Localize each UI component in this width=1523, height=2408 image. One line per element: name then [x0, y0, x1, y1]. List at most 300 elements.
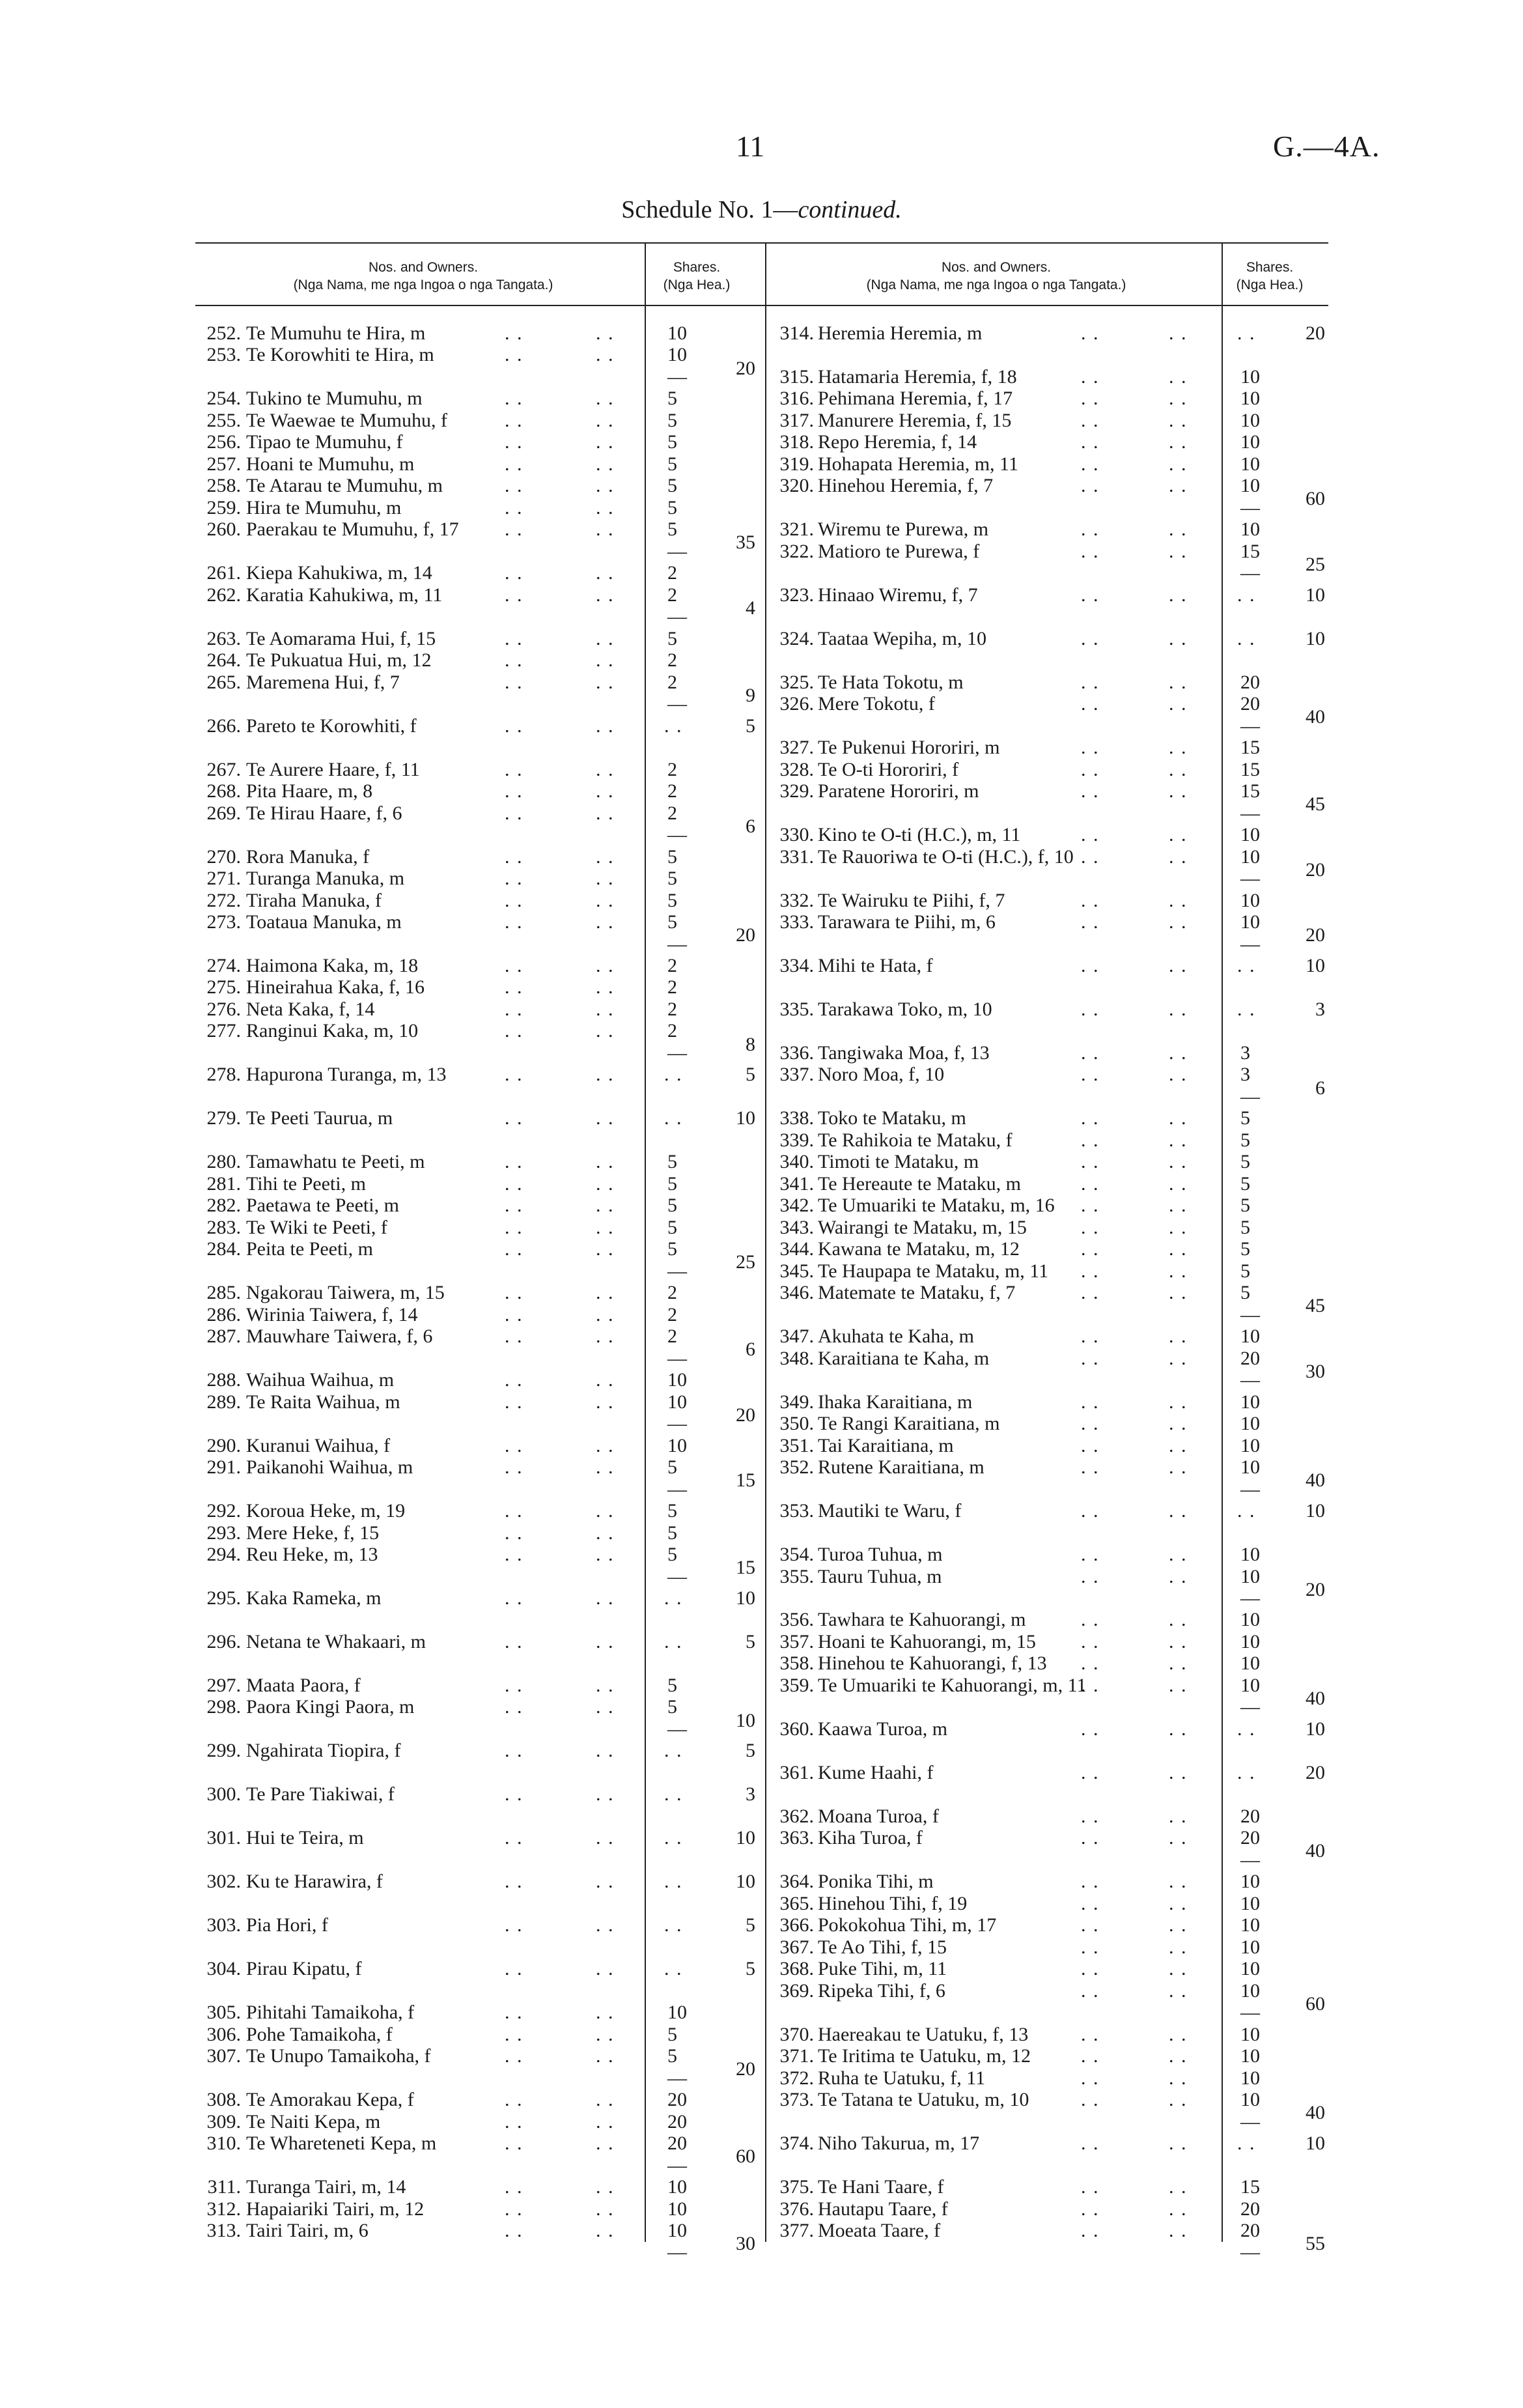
- share-value: 5: [667, 2023, 677, 2045]
- leader-dots: . .: [596, 1674, 615, 1696]
- share-value: 5: [667, 845, 677, 868]
- leader-dots: . .: [505, 1456, 524, 1479]
- group-total: 10: [1306, 1718, 1325, 1740]
- owner-name: Netana te Whakaari, m: [246, 1630, 426, 1652]
- leader-dots: . .: [1081, 671, 1100, 693]
- share-value: 2: [667, 562, 677, 584]
- owner-name: Tamawhatu te Peeti, m: [246, 1151, 425, 1173]
- owner-name: Matemate te Mataku, f, 7: [818, 1282, 1016, 1304]
- right-owners-header-line1: Nos. and Owners.: [941, 260, 1052, 275]
- leader-dots: . .: [1081, 1195, 1100, 1217]
- owner-number: 365.: [779, 1892, 814, 1914]
- owner-name: Kume Haahi, f: [818, 1761, 934, 1783]
- owner-name: Te Mumuhu te Hira, m: [246, 322, 426, 344]
- group-total: 20: [1306, 924, 1325, 946]
- share-value: 5: [667, 1456, 677, 1479]
- subtotal-rule: —: [1240, 1369, 1260, 1391]
- leader-dots: . .: [664, 1740, 683, 1762]
- leader-dots: . .: [596, 322, 615, 344]
- subtotal-rule: —: [1240, 1587, 1260, 1609]
- owner-row: [0, 890, 1523, 912]
- owner-number: 289.: [206, 1391, 241, 1413]
- subtotal-rule: —: [1240, 562, 1260, 584]
- owner-name: Hapurona Turanga, m, 13: [246, 1064, 447, 1086]
- group-total: 5: [746, 715, 755, 737]
- owner-name: Koroua Heke, m, 19: [246, 1500, 406, 1522]
- subtotal-rule: —: [667, 824, 687, 846]
- right-shares-header-line2: (Nga Hea.): [1236, 277, 1304, 292]
- owner-number: 326.: [779, 693, 814, 715]
- owner-row: [0, 1413, 1523, 1435]
- share-value: 10: [1240, 388, 1260, 410]
- owner-name: Haimona Kaka, m, 18: [246, 955, 419, 976]
- owner-name: Kiepa Kahukiwa, m, 14: [246, 562, 432, 584]
- owner-name: Te Amorakau Kepa, f: [246, 2089, 414, 2111]
- leader-dots: . .: [596, 2220, 615, 2241]
- leader-dots: . .: [1081, 540, 1100, 562]
- subtotal-rule: —: [1240, 1085, 1260, 1107]
- share-value: 5: [1240, 1282, 1250, 1304]
- share-value: 2: [667, 671, 677, 693]
- owner-name: Te Raita Waihua, m: [246, 1391, 400, 1413]
- group-total: 35: [736, 531, 755, 554]
- leader-dots: . .: [596, 475, 615, 497]
- owner-number: 350.: [779, 1413, 814, 1435]
- owner-name: Tai Karaitiana, m: [818, 1434, 954, 1456]
- share-value: 10: [667, 2198, 687, 2220]
- share-value: 10: [667, 1369, 687, 1391]
- group-total: 10: [1306, 627, 1325, 649]
- owner-name: Noro Moa, f, 10: [818, 1064, 945, 1086]
- share-value: 10: [667, 2220, 687, 2241]
- owner-name: Hohapata Heremia, m, 11: [818, 453, 1018, 475]
- leader-dots: . .: [1169, 2067, 1188, 2089]
- group-total: 45: [1306, 793, 1325, 815]
- leader-dots: . .: [1081, 2045, 1100, 2067]
- subtotal-rule: —: [1240, 2110, 1260, 2132]
- group-total: 10: [736, 1587, 755, 1609]
- leader-dots: . .: [596, 868, 615, 890]
- share-value: 5: [667, 1195, 677, 1217]
- share-value: 5: [667, 1544, 677, 1566]
- owner-number: 311.: [207, 2176, 241, 2198]
- owner-number: 253.: [206, 344, 241, 366]
- owner-row: [0, 1391, 1523, 1413]
- group-total: 15: [736, 1557, 755, 1579]
- owner-name: Niho Takurua, m, 17: [818, 2132, 980, 2155]
- leader-dots: . .: [596, 431, 615, 453]
- owner-row: [0, 2024, 1523, 2046]
- owner-name: Pirau Kipatu, f: [246, 1958, 362, 1980]
- subtotal-rule: —: [667, 1718, 687, 1740]
- owner-number: 292.: [206, 1500, 241, 1522]
- share-value: 5: [667, 2045, 677, 2067]
- owner-number: 308.: [206, 2089, 241, 2111]
- leader-dots: . .: [1237, 1500, 1256, 1522]
- owner-name: Ihaka Karaitiana, m: [818, 1391, 973, 1413]
- owner-name: Kawana te Mataku, m, 12: [818, 1238, 1020, 1260]
- group-total: 10: [736, 1107, 755, 1129]
- owner-name: Tipao te Mumuhu, f: [246, 431, 403, 453]
- leader-dots: . .: [505, 671, 524, 693]
- owner-name: Timoti te Mataku, m: [818, 1151, 979, 1173]
- share-value: 5: [667, 453, 677, 475]
- subtotal-rule: —: [667, 2067, 687, 2089]
- share-value: 10: [1240, 824, 1260, 846]
- owner-name: Te Wairuku te Piihi, f, 7: [818, 889, 1005, 911]
- owner-number: 349.: [779, 1391, 814, 1413]
- leader-dots: . .: [505, 562, 524, 584]
- owner-row: [0, 518, 1523, 541]
- group-total: 10: [736, 1871, 755, 1893]
- group-total: 20: [736, 357, 755, 379]
- owner-name: Te Atarau te Mumuhu, m: [246, 475, 443, 497]
- leader-dots: . .: [1169, 1107, 1188, 1129]
- leader-dots: . .: [1081, 2023, 1100, 2045]
- owner-name: Manurere Heremia, f, 15: [818, 409, 1012, 431]
- share-value: 20: [1240, 2220, 1260, 2241]
- owner-number: 367.: [779, 1936, 814, 1958]
- group-total: 45: [1306, 1295, 1325, 1317]
- owner-number: 313.: [206, 2220, 241, 2241]
- group-total: 5: [746, 1630, 755, 1652]
- share-value: 10: [1240, 2045, 1260, 2067]
- leader-dots: . .: [505, 1064, 524, 1086]
- owner-number: 318.: [779, 431, 814, 453]
- owner-number: 342.: [779, 1195, 814, 1217]
- share-value: 2: [667, 1303, 677, 1325]
- owner-name: Hira te Mumuhu, m: [246, 496, 402, 518]
- share-value: 5: [667, 475, 677, 497]
- owner-name: Te Wiki te Peeti, f: [246, 1216, 387, 1238]
- owner-name: Te Waewae te Mumuhu, f: [246, 409, 447, 431]
- share-value: 20: [667, 2089, 687, 2111]
- leader-dots: . .: [1169, 388, 1188, 410]
- group-total: 10: [736, 1709, 755, 1731]
- owner-number: 294.: [206, 1544, 241, 1566]
- leader-dots: . .: [1169, 2132, 1188, 2155]
- owner-number: 354.: [779, 1544, 814, 1566]
- leader-dots: . .: [596, 671, 615, 693]
- share-value: 10: [1240, 431, 1260, 453]
- owner-name: Paikanohi Waihua, m: [246, 1456, 413, 1479]
- group-total: 60: [736, 2146, 755, 2168]
- leader-dots: . .: [1081, 409, 1100, 431]
- share-value: 20: [1240, 1347, 1260, 1369]
- group-total: 3: [1315, 998, 1325, 1020]
- leader-dots: . .: [505, 2023, 524, 2045]
- owner-number: 268.: [206, 780, 241, 802]
- owner-number: 260.: [206, 518, 241, 541]
- owner-name: Mihi te Hata, f: [818, 955, 933, 976]
- owner-number: 325.: [779, 671, 814, 693]
- owner-number: 266.: [206, 715, 241, 737]
- owner-name: Kino te O-ti (H.C.), m, 11: [818, 824, 1021, 846]
- owner-number: 272.: [206, 889, 241, 911]
- owner-row: [0, 431, 1523, 453]
- leader-dots: . .: [1169, 2176, 1188, 2198]
- leader-dots: . .: [1081, 1652, 1100, 1675]
- owner-number: 359.: [779, 1674, 814, 1696]
- owner-number: 340.: [779, 1151, 814, 1173]
- share-value: 10: [1240, 1434, 1260, 1456]
- owner-number: 275.: [206, 976, 241, 999]
- share-value: 10: [667, 2002, 687, 2024]
- leader-dots: . .: [1081, 1347, 1100, 1369]
- owner-number: 259.: [206, 496, 241, 518]
- owner-number: 358.: [779, 1652, 814, 1675]
- leader-dots: . .: [1081, 2132, 1100, 2155]
- owner-number: 338.: [779, 1107, 814, 1129]
- owner-name: Te Aurere Haare, f, 11: [246, 758, 420, 780]
- owner-number: 283.: [206, 1216, 241, 1238]
- owner-name: Rutene Karaitiana, m: [818, 1456, 985, 1479]
- owner-number: 257.: [206, 453, 241, 475]
- owner-number: 377.: [779, 2220, 814, 2241]
- owner-row: [0, 1544, 1523, 1566]
- owner-name: Kiha Turoa, f: [818, 1827, 923, 1849]
- owner-number: 287.: [206, 1325, 241, 1348]
- share-value: 20: [1240, 671, 1260, 693]
- leader-dots: . .: [596, 409, 615, 431]
- group-total: 5: [746, 1064, 755, 1086]
- leader-dots: . .: [596, 584, 615, 606]
- group-total: 5: [746, 1740, 755, 1762]
- owner-name: Kuranui Waihua, f: [246, 1434, 391, 1456]
- leader-dots: . .: [1169, 1979, 1188, 2002]
- subtotal-rule: —: [1240, 2241, 1260, 2263]
- group-total: 8: [746, 1033, 755, 1055]
- leader-dots: . .: [505, 1434, 524, 1456]
- owner-row: [0, 1042, 1523, 1064]
- leader-dots: . .: [1081, 1892, 1100, 1914]
- group-total: 40: [1306, 1840, 1325, 1862]
- share-value: 10: [1240, 518, 1260, 541]
- share-value: 10: [667, 322, 687, 344]
- share-value: 10: [1240, 365, 1260, 388]
- share-value: 5: [667, 911, 677, 933]
- owner-number: 291.: [206, 1456, 241, 1479]
- owner-number: 352.: [779, 1456, 814, 1479]
- share-value: 20: [1240, 1805, 1260, 1827]
- leader-dots: . .: [1081, 1565, 1100, 1587]
- leader-dots: . .: [1081, 889, 1100, 911]
- leader-dots: . .: [505, 1369, 524, 1391]
- leader-dots: . .: [505, 998, 524, 1020]
- leader-dots: . .: [1081, 780, 1100, 802]
- owner-name: Tiraha Manuka, f: [246, 889, 382, 911]
- owner-name: Haereakau te Uatuku, f, 13: [818, 2023, 1029, 2045]
- subtotal-rule: —: [1240, 2002, 1260, 2024]
- leader-dots: . .: [505, 2198, 524, 2220]
- leader-dots: . .: [596, 1500, 615, 1522]
- owner-number: 332.: [779, 889, 814, 911]
- owner-name: Maremena Hui, f, 7: [246, 671, 400, 693]
- group-total: 5: [746, 1958, 755, 1980]
- leader-dots: . .: [596, 1958, 615, 1980]
- leader-dots: . .: [505, 1674, 524, 1696]
- owner-number: 346.: [779, 1282, 814, 1304]
- leader-dots: . .: [596, 1522, 615, 1544]
- owner-row: [0, 1238, 1523, 1260]
- owner-name: Heremia Heremia, m: [818, 322, 983, 344]
- share-value: 10: [1240, 1391, 1260, 1413]
- owner-name: Tairi Tairi, m, 6: [246, 2220, 369, 2241]
- share-value: 20: [667, 2132, 687, 2155]
- leader-dots: . .: [1081, 1718, 1100, 1740]
- leader-dots: . .: [1081, 322, 1100, 344]
- owner-number: 281.: [206, 1172, 241, 1195]
- leader-dots: . .: [1081, 693, 1100, 715]
- owner-number: 286.: [206, 1303, 241, 1325]
- share-value: 5: [667, 1151, 677, 1173]
- leader-dots: . .: [505, 649, 524, 672]
- leader-dots: . .: [1169, 693, 1188, 715]
- owner-name: Maata Paora, f: [246, 1674, 361, 1696]
- owner-name: Tangiwaka Moa, f, 13: [818, 1041, 990, 1064]
- owner-name: Te Rauoriwa te O-ti (H.C.), f, 10: [818, 845, 1074, 868]
- leader-dots: . .: [1169, 824, 1188, 846]
- leader-dots: . .: [596, 2002, 615, 2024]
- share-value: 15: [1240, 737, 1260, 759]
- owner-row: [0, 453, 1523, 475]
- owner-name: Ngakorau Taiwera, m, 15: [246, 1282, 445, 1304]
- leader-dots: . .: [1169, 671, 1188, 693]
- owner-number: 300.: [206, 1783, 241, 1806]
- leader-dots: . .: [1169, 845, 1188, 868]
- leader-dots: . .: [664, 1630, 683, 1652]
- subtotal-rule: —: [667, 2241, 687, 2263]
- share-value: 5: [667, 1500, 677, 1522]
- owner-number: 271.: [206, 868, 241, 890]
- group-total: 15: [736, 1469, 755, 1492]
- left-shares-header-line2: (Nga Hea.): [663, 277, 731, 292]
- owner-number: 296.: [206, 1630, 241, 1652]
- owner-name: Taataa Wepiha, m, 10: [818, 627, 986, 649]
- owner-number: 323.: [779, 584, 814, 606]
- leader-dots: . .: [596, 1020, 615, 1042]
- leader-dots: . .: [505, 1783, 524, 1806]
- share-value: 10: [1240, 1609, 1260, 1631]
- leader-dots: . .: [1081, 1107, 1100, 1129]
- leader-dots: . .: [1081, 1216, 1100, 1238]
- leader-dots: . .: [1081, 2067, 1100, 2089]
- owner-name: Te Iritima te Uatuku, m, 12: [818, 2045, 1031, 2067]
- leader-dots: . .: [1169, 2045, 1188, 2067]
- owner-name: Hinehou Tihi, f, 19: [818, 1892, 968, 1914]
- owner-row: [0, 1107, 1523, 1129]
- owner-row: [0, 1893, 1523, 1915]
- owner-row: [0, 1217, 1523, 1239]
- schedule-title-main: Schedule No. 1—: [621, 196, 798, 223]
- group-total: 25: [1306, 553, 1325, 575]
- owner-name: Turanga Tairi, m, 14: [246, 2176, 406, 2198]
- owner-number: 302.: [206, 1871, 241, 1893]
- leader-dots: . .: [1169, 1936, 1188, 1958]
- leader-dots: . .: [1169, 1216, 1188, 1238]
- leader-dots: . .: [1081, 627, 1100, 649]
- leader-dots: . .: [596, 1783, 615, 1806]
- owner-name: Waihua Waihua, m: [246, 1369, 395, 1391]
- subtotal-rule: —: [667, 1347, 687, 1369]
- share-value: 10: [1240, 1892, 1260, 1914]
- leader-dots: . .: [505, 889, 524, 911]
- group-total: 55: [1306, 2233, 1325, 2255]
- owner-name: Tarakawa Toko, m, 10: [818, 998, 992, 1020]
- leader-dots: . .: [1081, 758, 1100, 780]
- owner-number: 357.: [779, 1630, 814, 1652]
- subtotal-rule: —: [667, 2154, 687, 2176]
- leader-dots: . .: [1081, 911, 1100, 933]
- owner-number: 278.: [206, 1064, 241, 1086]
- leader-dots: . .: [505, 2089, 524, 2111]
- owner-name: Repo Heremia, f, 14: [818, 431, 977, 453]
- share-value: 2: [667, 1020, 677, 1042]
- leader-dots: . .: [505, 976, 524, 999]
- subtotal-rule: —: [1240, 1696, 1260, 1718]
- leader-dots: . .: [1169, 2198, 1188, 2220]
- share-value: 5: [1240, 1195, 1250, 1217]
- share-value: 2: [667, 758, 677, 780]
- leader-dots: . .: [1081, 1041, 1100, 1064]
- leader-dots: . .: [1169, 1195, 1188, 1217]
- group-total: 6: [1315, 1077, 1325, 1099]
- leader-dots: . .: [1169, 998, 1188, 1020]
- share-value: 20: [1240, 693, 1260, 715]
- leader-dots: . .: [1169, 584, 1188, 606]
- owner-number: 355.: [779, 1565, 814, 1587]
- owner-name: Hui te Teira, m: [246, 1827, 364, 1849]
- owner-number: 276.: [206, 998, 241, 1020]
- page-number: 11: [736, 130, 765, 163]
- leader-dots: . .: [1169, 540, 1188, 562]
- owner-number: 329.: [779, 780, 814, 802]
- share-value: 5: [1240, 1151, 1250, 1173]
- owner-name: Te Pare Tiakiwai, f: [246, 1783, 395, 1806]
- group-total: 10: [1306, 2132, 1325, 2155]
- leader-dots: . .: [1081, 1609, 1100, 1631]
- leader-dots: . .: [505, 453, 524, 475]
- schedule-title-continued: continued.: [798, 196, 902, 223]
- owner-name: Mauwhare Taiwera, f, 6: [246, 1325, 433, 1348]
- leader-dots: . .: [1169, 1805, 1188, 1827]
- group-total: 60: [1306, 1992, 1325, 2015]
- leader-dots: . .: [596, 627, 615, 649]
- leader-dots: . .: [1081, 1979, 1100, 2002]
- share-value: 10: [1240, 2023, 1260, 2045]
- owner-name: Te Peeti Taurua, m: [246, 1107, 393, 1129]
- owner-name: Moana Turoa, f: [818, 1805, 939, 1827]
- group-total: 20: [736, 1404, 755, 1426]
- owner-name: Ripeka Tihi, f, 6: [818, 1979, 945, 2002]
- leader-dots: . .: [505, 1151, 524, 1173]
- leader-dots: . .: [1081, 1827, 1100, 1849]
- share-value: 5: [667, 627, 677, 649]
- leader-dots: . .: [596, 2198, 615, 2220]
- owner-number: 297.: [206, 1674, 241, 1696]
- leader-dots: . .: [664, 1107, 683, 1129]
- owner-number: 273.: [206, 911, 241, 933]
- leader-dots: . .: [505, 1696, 524, 1718]
- leader-dots: . .: [1081, 1064, 1100, 1086]
- leader-dots: . .: [664, 1914, 683, 1936]
- share-value: 10: [1240, 1674, 1260, 1696]
- leader-dots: . .: [505, 758, 524, 780]
- leader-dots: . .: [596, 1107, 615, 1129]
- leader-dots: . .: [1081, 584, 1100, 606]
- share-value: 10: [1240, 911, 1260, 933]
- leader-dots: . .: [505, 1500, 524, 1522]
